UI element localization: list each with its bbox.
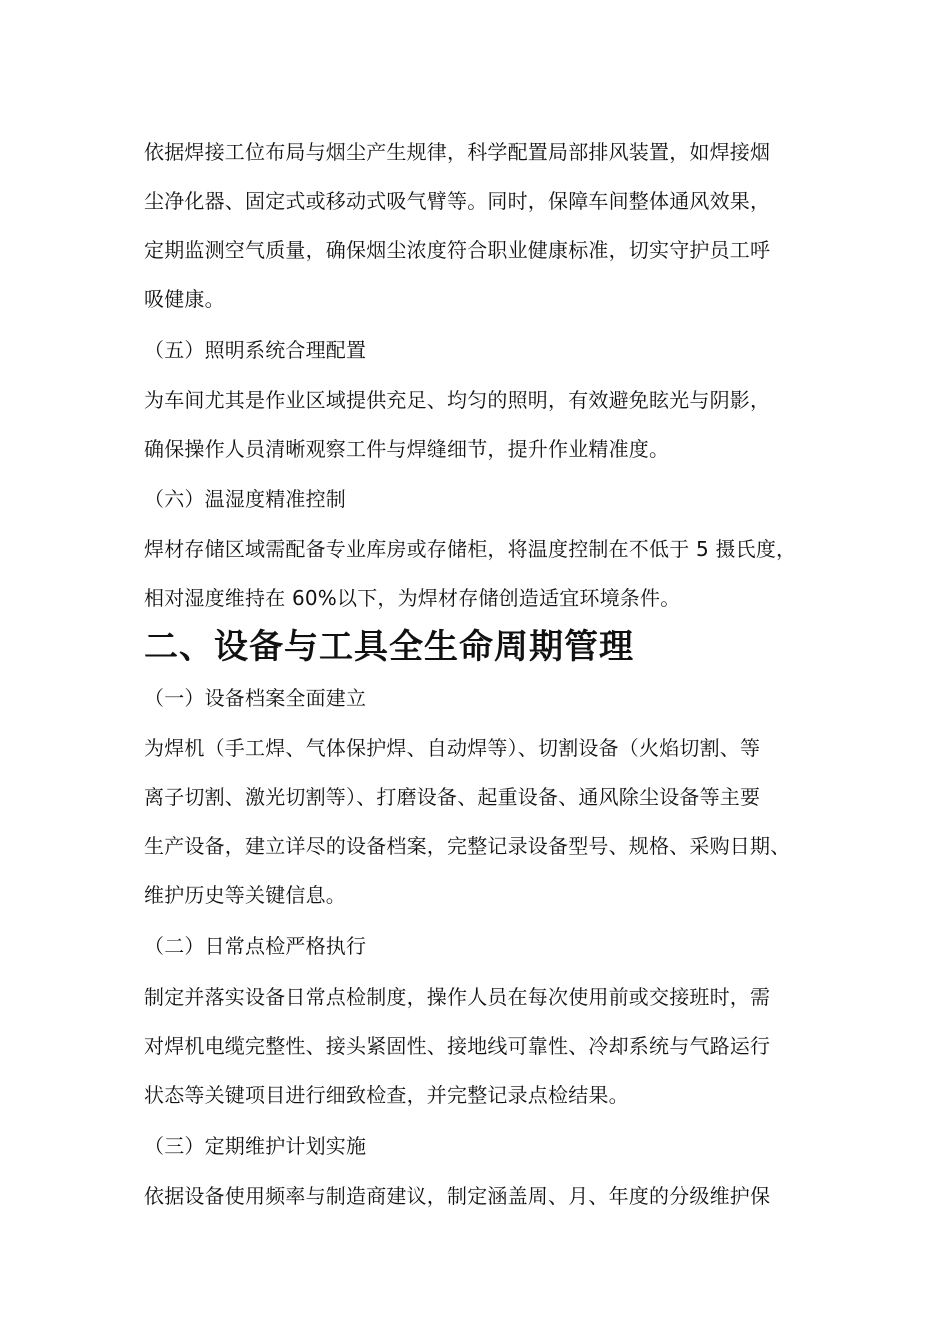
subheading-maintenance: （三）定期维护计划实施 [144, 1134, 367, 1158]
subheading-inspection: （二）日常点检严格执行 [144, 934, 367, 958]
paragraph-line: 确保操作人员清晰观察工件与焊缝细节，提升作业精准度。 [144, 437, 670, 461]
paragraph-line: 状态等关键项目进行细致检查，并完整记录点检结果。 [144, 1083, 629, 1107]
paragraph-line: 为焊机（手工焊、气体保护焊、自动焊等）、切割设备（火焰切割、等 [144, 736, 761, 760]
paragraph-line: 对焊机电缆完整性、接头紧固性、接地线可靠性、冷却系统与气路运行 [144, 1034, 771, 1058]
paragraph-line: 依据焊接工位布局与烟尘产生规律，科学配置局部排风装置，如焊接烟 [144, 140, 771, 164]
subheading-lighting: （五）照明系统合理配置 [144, 338, 367, 362]
paragraph-line: 为车间尤其是作业区域提供充足、均匀的照明，有效避免眩光与阴影， [144, 388, 771, 412]
section-heading: 二、设备与工具全生命周期管理 [144, 627, 634, 667]
paragraph-line: 定期监测空气质量，确保烟尘浓度符合职业健康标准，切实守护员工呼 [144, 238, 771, 262]
paragraph-line: 制定并落实设备日常点检制度，操作人员在每次使用前或交接班时，需 [144, 985, 771, 1009]
subheading-humidity: （六）温湿度精准控制 [144, 487, 346, 511]
paragraph-line: 离子切割、激光切割等）、打磨设备、起重设备、通风除尘设备等主要 [144, 785, 761, 809]
paragraph-line: 焊材存储区域需配备专业库房或存储柜，将温度控制在不低于 5 摄氏度， [144, 537, 797, 561]
paragraph-line: 维护历史等关键信息。 [144, 883, 346, 907]
paragraph-line: 尘净化器、固定式或移动式吸气臂等。同时，保障车间整体通风效果， [144, 189, 771, 213]
subheading-archive: （一）设备档案全面建立 [144, 686, 367, 710]
paragraph-line: 吸健康。 [144, 287, 225, 311]
paragraph-line: 依据设备使用频率与制造商建议，制定涵盖周、月、年度的分级维护保 [144, 1184, 771, 1208]
paragraph-line: 生产设备，建立详尽的设备档案，完整记录设备型号、规格、采购日期、 [144, 834, 791, 858]
paragraph-line: 相对湿度维持在 60%以下，为焊材存储创造适宜环境条件。 [144, 586, 681, 610]
